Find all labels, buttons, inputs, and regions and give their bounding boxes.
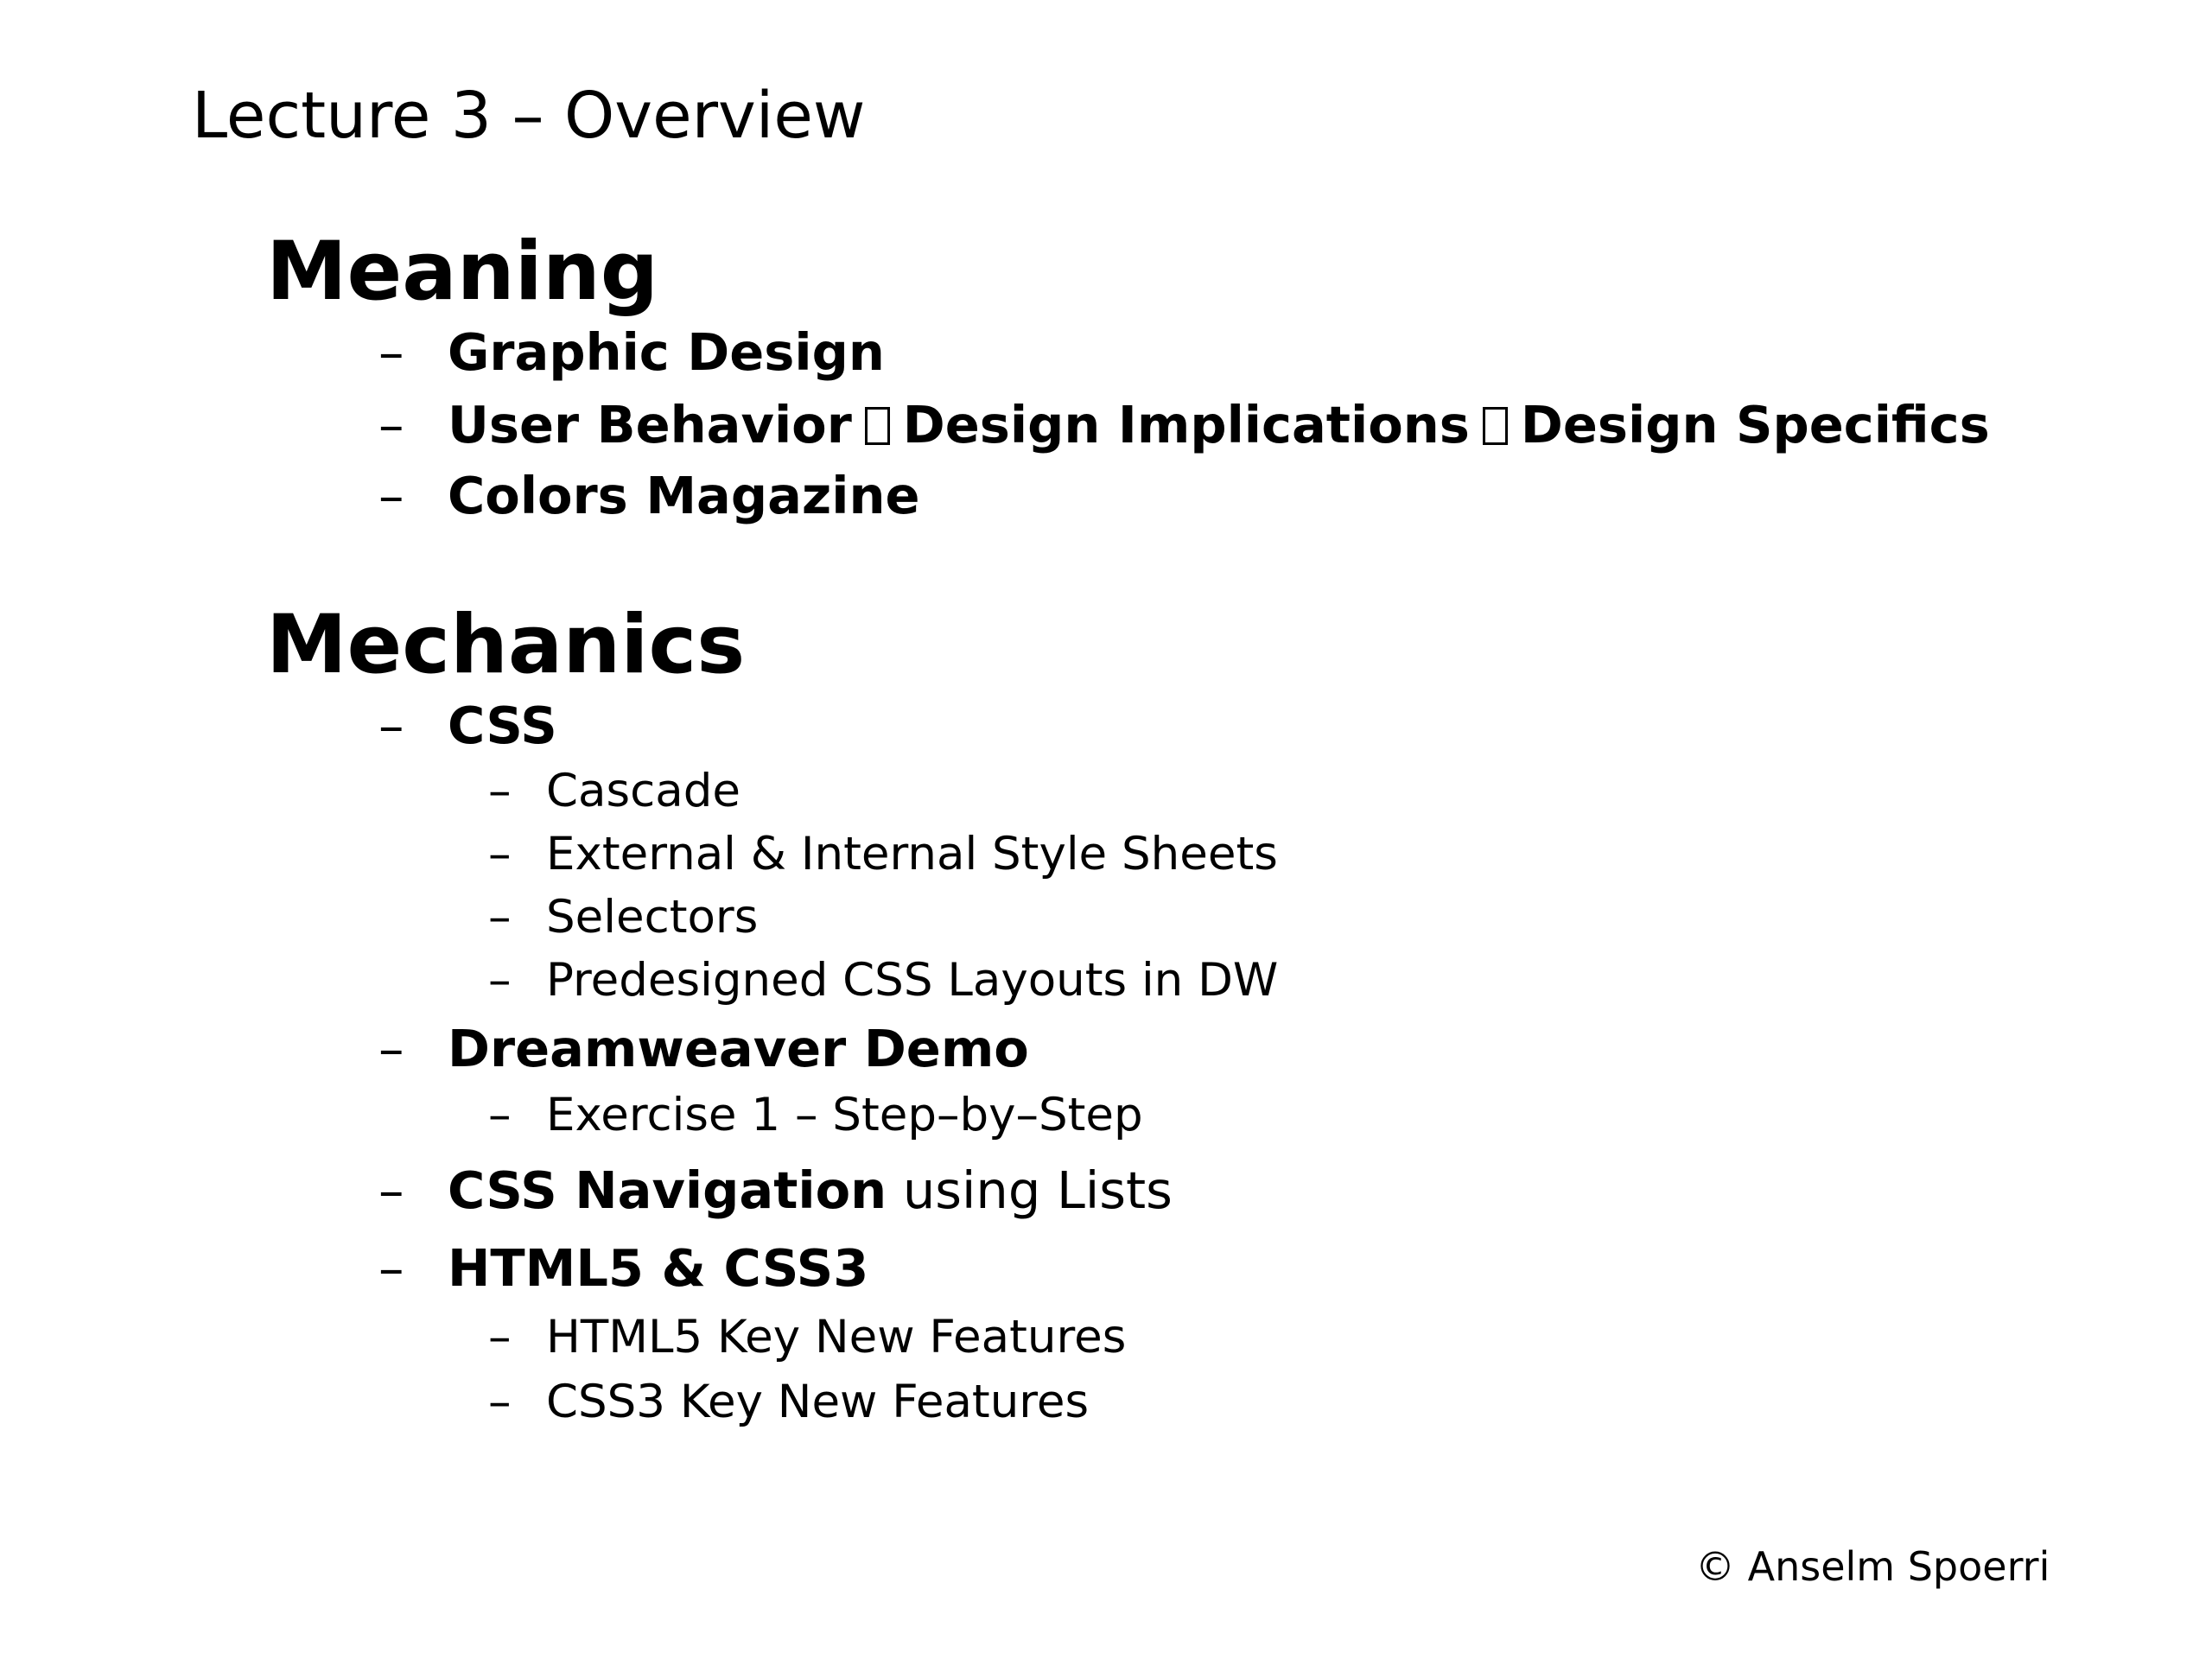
sub-item-label: Exercise 1 – Step–by–Step <box>546 1089 1143 1141</box>
sub-item-label: Selectors <box>546 891 759 944</box>
list-item-part-user-behavior: User Behavior <box>448 395 852 454</box>
bullet-dash: – <box>488 954 512 1007</box>
missing-glyph-icon <box>1483 407 1509 445</box>
bullet-dash: – <box>378 1238 404 1298</box>
sub-item-label: Predesigned CSS Layouts in DW <box>546 954 1279 1007</box>
sub-item-label: CSS3 Key New Features <box>546 1376 1090 1428</box>
list-item-label: Dreamweaver Demo <box>448 1019 1029 1078</box>
list-item-part-design-specifics: Design Specifics <box>1520 395 1990 454</box>
bullet-dash: – <box>378 1019 404 1078</box>
list-item-part-design-implications: Design Implications <box>902 395 1470 454</box>
bullet-dash: – <box>488 828 512 880</box>
bullet-dash: – <box>488 1089 512 1141</box>
bullet-dash: – <box>378 1160 404 1220</box>
bullet-dash: – <box>378 466 404 525</box>
bullet-dash: – <box>488 891 512 944</box>
section-heading-meaning: Meaning <box>266 225 659 319</box>
slide-title: Lecture 3 – Overview <box>192 79 866 153</box>
bullet-dash: – <box>378 395 404 454</box>
missing-glyph-icon <box>865 407 891 445</box>
list-item-label-normal: using Lists <box>887 1160 1173 1220</box>
bullet-dash: – <box>488 1311 512 1363</box>
sub-item-label: HTML5 Key New Features <box>546 1311 1127 1363</box>
list-item-label: CSS <box>448 696 557 755</box>
bullet-dash: – <box>488 765 512 817</box>
list-item-label: Colors Magazine <box>448 466 920 525</box>
list-item-label <box>448 1160 1173 1220</box>
list-item-label: Graphic Design <box>448 322 885 382</box>
bullet-dash: – <box>488 1376 512 1428</box>
bullet-dash: – <box>378 696 404 755</box>
sub-item-label: External & Internal Style Sheets <box>546 828 1278 880</box>
bullet-dash: – <box>378 322 404 382</box>
copyright-footer: © Anselm Spoerri <box>1695 1543 2050 1590</box>
list-item-label: HTML5 & CSS3 <box>448 1238 869 1298</box>
list-item-label <box>448 395 1990 454</box>
sub-item-label: Cascade <box>546 765 741 817</box>
section-heading-mechanics: Mechanics <box>266 598 746 692</box>
list-item-label-bold: CSS Navigation <box>448 1160 887 1220</box>
